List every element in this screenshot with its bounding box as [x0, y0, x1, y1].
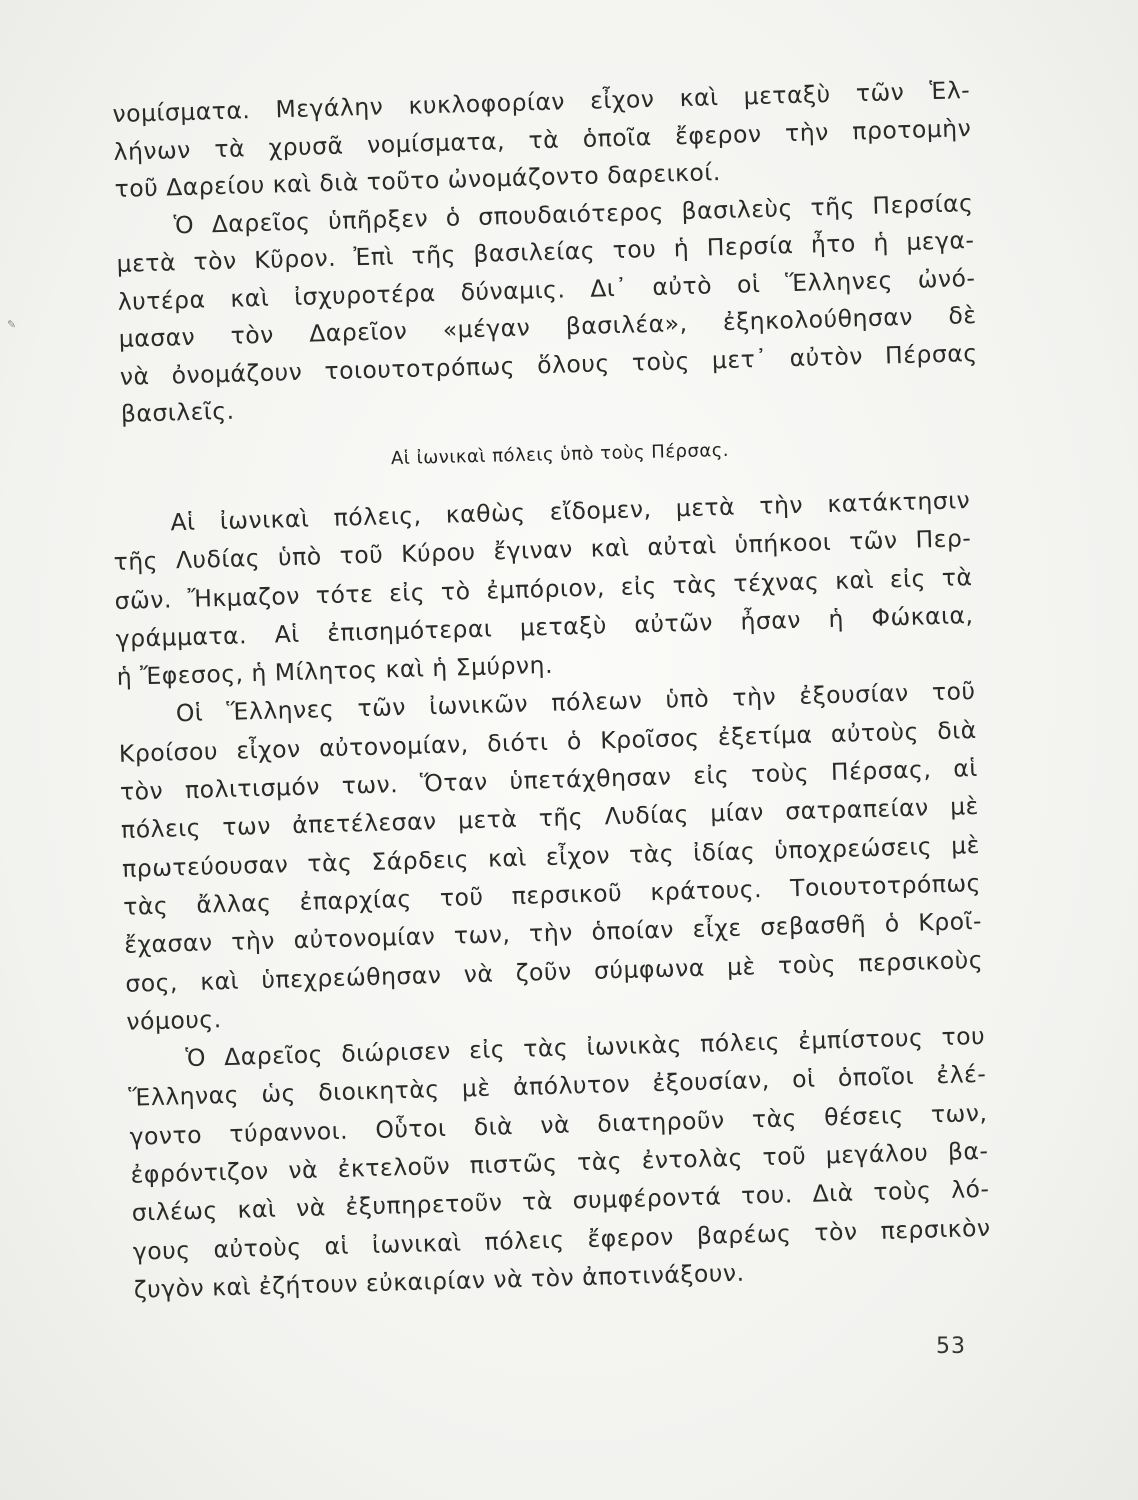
paragraph-5-line: γους αὐτοὺς αἱ ἰωνικαὶ πόλεις ἔφερον βαρέως τὸν περσικὸν: [132, 1213, 991, 1266]
paragraph-3-line: ἡ Ἔφεσος, ἡ Μίλητος καὶ ἡ Σμύρνη.: [116, 650, 554, 692]
paragraph-4-line: Κροίσου εἶχον αὐτονομίαν, διότι ὁ Κροῖσος ἐξετίμα αὐτοὺς διὰ: [118, 715, 978, 768]
paragraph-3-line: σῶν. Ἤκμαζον τότε εἰς τὸ ἐμπόριον, εἰς τὰς τέχνας καὶ εἰς τὰ: [114, 562, 973, 615]
lower-text-block: [112, 481, 992, 1309]
page-number: 53: [936, 1334, 966, 1359]
paragraph-4-line: τὸν πολιτισμόν των. Ὅταν ὑπετάχθησαν εἰς τοὺς Πέρσας, αἱ: [119, 754, 979, 806]
paragraph-5-line: ἐφρόντιζον νὰ ἐκτελοῦν πιστῶς τὰς ἐντολὰς τοῦ μεγάλου βα-: [130, 1136, 989, 1189]
paragraph-4-line: πρωτεύουσαν τὰς Σάρδεις καὶ εἶχον τὰς ἰδίας ὑποχρεώσεις μὲ: [121, 830, 981, 883]
paragraph-4-line: πόλεις των ἀπετέλεσαν μετὰ τῆς Λυδίας μίαν σατραπείαν μὲ: [120, 792, 980, 845]
paragraph-4-line: νόμους.: [126, 1005, 222, 1036]
paragraph-1-line: νομίσματα. Μεγάλην κυκλοφορίαν εἶχον καὶ μεταξὺ τῶν Ἑλ-: [112, 76, 971, 128]
paragraph-5-line: σιλέως καὶ νὰ ἐξυπηρετοῦν τὰ συμφέροντά του. Διὰ τοὺς λό-: [131, 1175, 990, 1228]
paragraph-4-line: ἔχασαν τὴν αὐτονομίαν των, τὴν ὁποίαν εἶχε σεβασθῆ ὁ Κροῖ-: [123, 907, 983, 960]
paragraph-4-line: Οἱ Ἕλληνες τῶν ἰωνικῶν πόλεων ὑπὸ τὴν ἐξουσίαν τοῦ: [175, 677, 976, 728]
paragraph-5-line: γοντο τύραννοι. Οὗτοι διὰ νὰ διατηροῦν τὰς θέσεις των,: [129, 1098, 988, 1151]
paragraph-2-line: λυτέρα καὶ ἰσχυροτέρα δύναμις. Δι᾽ αὐτὸ οἱ Ἕλληνες ὠνό-: [117, 263, 976, 316]
paragraph-3-line: Αἱ ἰωνικαὶ πόλεις, καθὼς εἴδομεν, μετὰ τὴν κατάκτησιν: [170, 486, 971, 537]
section-heading: Αἱ ἰωνικαὶ πόλεις ὑπὸ τοὺς Πέρσας.: [390, 439, 730, 470]
paragraph-2-line: βασιλεῖς.: [120, 396, 235, 428]
paragraph-5-line: Ὁ Δαρεῖος διώρισεν εἰς τὰς ἰωνικὰς πόλεις ἐμπίστους του: [185, 1021, 986, 1073]
paragraph-4-line: σος, καὶ ὑπεχρεώθησαν νὰ ζοῦν σύμφωνα μὲ τοὺς περσικοὺς: [124, 945, 984, 998]
paragraph-4-line: τὰς ἄλλας ἐπαρχίας τοῦ περσικοῦ κράτους. Τοιουτοτρόπως: [122, 868, 982, 921]
scan-speck-mark: ✎: [7, 318, 17, 331]
paragraph-2-line: μασαν τὸν Δαρεῖον «μέγαν βασιλέα», ἐξηκολούθησαν δὲ: [118, 300, 977, 353]
paragraph-2-line: νὰ ὀνομάζουν τοιουτοτρόπως ὅλους τοὺς μετ᾽ αὐτὸν Πέρσας: [119, 338, 978, 391]
paragraph-2-line: μετὰ τὸν Κῦρον. Ἐπὶ τῆς βασιλείας του ἡ Περσία ἦτο ἡ μεγα-: [116, 225, 975, 278]
paragraph-2-line: Ὁ Δαρεῖος ὑπῆρξεν ὁ σπουδαιότερος βασιλεὺς τῆς Περσίας: [173, 188, 974, 239]
paragraph-1-line: τοῦ Δαρείου καὶ διὰ τοῦτο ὠνομάζοντο δαρεικοί.: [114, 158, 722, 203]
paragraph-3-line: γράμματα. Αἱ ἐπισημότεραι μεταξὺ αὐτῶν ἦσαν ἡ Φώκαια,: [115, 600, 974, 653]
paragraph-5-line: Ἕλληνας ὡς διοικητὰς μὲ ἀπόλυτον ἐξουσίαν, οἱ ὁποῖοι ἐλέ-: [128, 1060, 987, 1113]
paragraph-3-line: τῆς Λυδίας ὑπὸ τοῦ Κύρου ἔγιναν καὶ αὐταὶ ὑπήκοοι τῶν Περ-: [113, 524, 972, 577]
paragraph-1-line: λήνων τὰ χρυσᾶ νομίσματα, τὰ ὁποῖα ἔφερον τὴν προτομὴν: [113, 113, 972, 166]
upper-text-block: [112, 72, 979, 433]
paragraph-5-line: ζυγὸν καὶ ἐζήτουν εὐκαιρίαν νὰ τὸν ἀποτινάξουν.: [133, 1258, 745, 1304]
